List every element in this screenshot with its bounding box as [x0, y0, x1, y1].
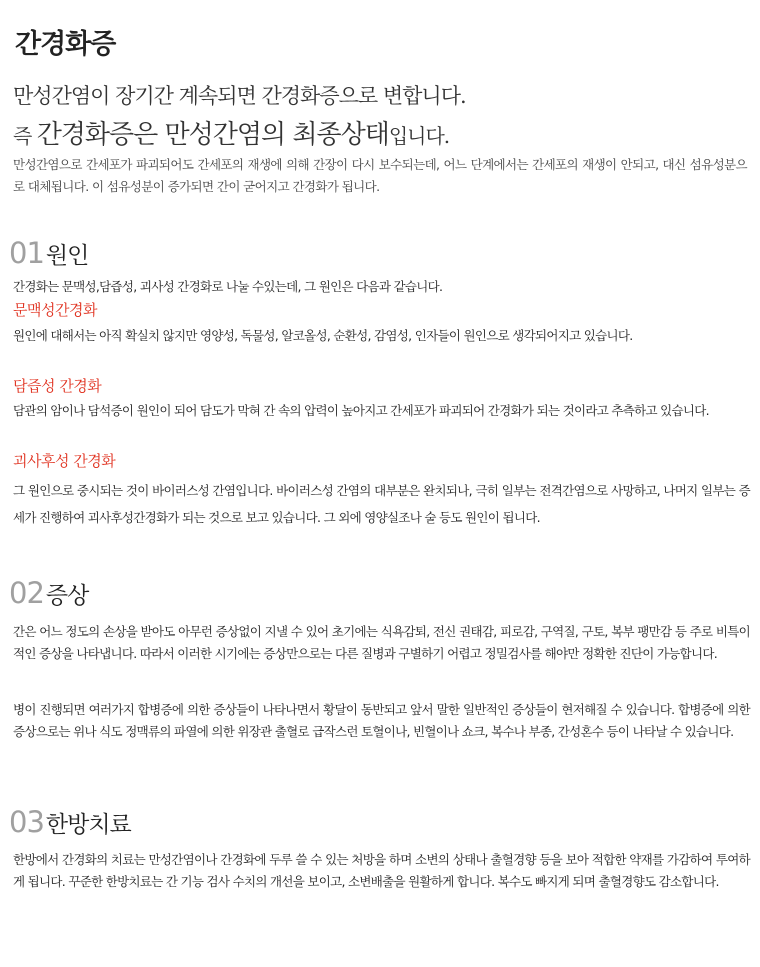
section-title: 한방치료: [45, 812, 131, 838]
section-heading-treatment: [9, 805, 131, 839]
section-number: 03: [9, 805, 44, 839]
symptoms-paragraph-1: 간은 어느 정도의 손상을 받아도 아무런 증상없이 지낼 수 있어 초기에는 식욕감퇴, 전신 권태감, 피로감, 구역질, 구토, 복부 팽만감 등 주로 비특이적인 증상을 나타냅니다. 따라서 이러한 시기에는 증상만으로는 다른 질병과 구별하기 어렵고 정밀검사를 해야만 정확한 진단이 가능합니다.: [13, 624, 750, 661]
lead-line-2: [13, 114, 449, 151]
section-number: 02: [9, 576, 44, 610]
portal-cirrhosis-text: 원인에 대해서는 아직 확실치 않지만 영양성, 독물성, 알코올성, 순환성, 감염성, 인자들이 원인으로 생각되어지고 있습니다.: [13, 328, 633, 343]
lead-line-2-suffix: 입니다.: [388, 124, 450, 148]
treatment-paragraph: 한방에서 간경화의 치료는 만성간염이나 간경화에 두루 쓸 수 있는 처방을 하며 소변의 상태나 출혈경향 등을 보아 적합한 약재를 가감하여 투여하게 됩니다. 꾸준한 한방치료는 간 기능 검사 수치의 개선을 보이고, 소변배출을 원활하게 합니다. 복수도 빠지게 되며 출혈경향도 감소합니다.: [13, 852, 750, 889]
cause-intro: 간경화는 문맥성,담즙성, 괴사성 간경화로 나눌 수있는데, 그 원인은 다음과 같습니다.: [13, 279, 443, 294]
biliary-cirrhosis-text: 담관의 암이나 담석증이 원인이 되어 담도가 막혀 간 속의 압력이 높아지고 간세포가 파괴되어 간경화가 되는 것이라고 추측하고 있습니다.: [13, 403, 709, 418]
subheading-postnecrotic-cirrhosis: 괴사후성 간경화: [13, 452, 116, 470]
section-number: 01: [9, 236, 44, 270]
intro-paragraph: 만성간염으로 간세포가 파괴되어도 간세포의 재생에 의해 간장이 다시 보수되는데, 어느 단계에서는 간세포의 재생이 안되고, 대신 섬유성분으로 대체됩니다. 이 섬유성분이 증가되면 간이 굳어지고 간경화가 됩니다.: [13, 157, 747, 194]
subheading-biliary-cirrhosis: 담즙성 간경화: [13, 377, 102, 395]
lead-line-2-main: 간경화증은 만성간염의 최종상태: [36, 120, 389, 150]
section-title: 증상: [45, 583, 89, 609]
page-title: 간경화증: [15, 29, 116, 60]
lead-line-1: 만성간염이 장기간 계속되면 간경화증으로 변합니다.: [13, 84, 466, 108]
subheading-portal-cirrhosis: 문맥성간경화: [13, 301, 97, 319]
section-title: 원인: [45, 243, 89, 269]
lead-line-2-prefix: 즉: [13, 124, 37, 148]
symptoms-paragraph-2: 병이 진행되면 여러가지 합병증에 의한 증상들이 나타나면서 황달이 동반되고 앞서 말한 일반적인 증상들이 현저해질 수 있습니다. 합병증에 의한 증상으로는 위나 식도 정맥류의 파열에 의한 위장관 출혈로 급작스런 토혈이나, 빈혈이나 쇼크, 복수나 부종, 간성혼수 등이 나타날 수 있습니다.: [13, 702, 750, 739]
postnecrotic-cirrhosis-text: 그 원인으로 중시되는 것이 바이러스성 간염입니다. 바이러스성 간염의 대부분은 완치되나, 극히 일부는 전격간염으로 사망하고, 나머지 일부는 증세가 진행하여 괴사후성간경화가 되는 것으로 보고 있습니다. 그 외에 영양실조나 술 등도 원인이 됩니다.: [13, 483, 750, 525]
section-heading-symptoms: [9, 576, 88, 610]
section-heading-cause: [9, 236, 88, 270]
